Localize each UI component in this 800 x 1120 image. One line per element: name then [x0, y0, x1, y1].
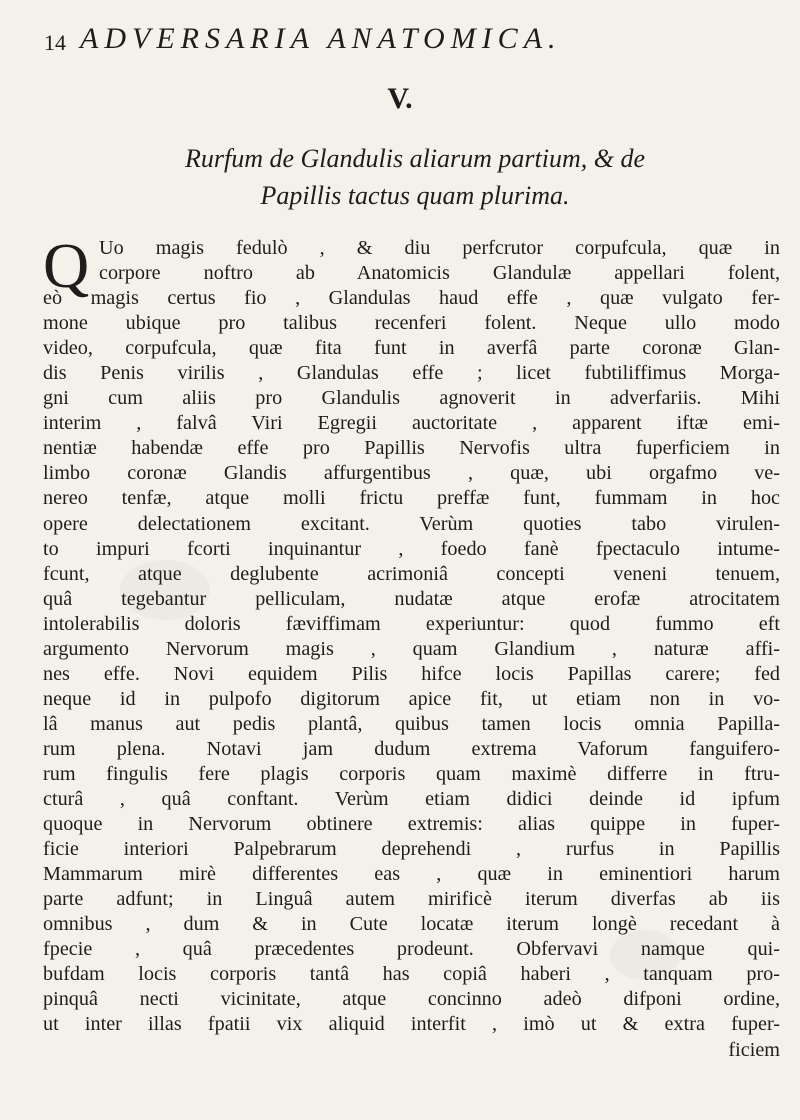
text-line: Mammarum mirè differentes eas , quæ in eminentiori harum: [43, 863, 780, 886]
catchword: ficiem: [728, 1038, 780, 1061]
text-line: parte adfunt; in Linguâ autem mirificè iterum diverfas ab iis: [43, 888, 780, 911]
text-line: to impuri fcorti inquinantur , foedo fanè fpectaculo intume-: [43, 537, 780, 560]
text-line: omnibus , dum & in Cute locatæ iterum longè recedant à: [43, 913, 780, 936]
text-line: quâ tegebantur pelliculam, nudatæ atque erofæ atrocitatem: [43, 587, 780, 610]
text-line: Uo magis fedulò , & diu perfcrutor corpufcula, quæ in: [99, 237, 780, 259]
section-number: V.: [387, 82, 413, 115]
text-line: mone ubique pro talibus recenferi folent. Neque ullo modo: [43, 312, 780, 335]
text-line: nentiæ habendæ effe pro Papillis Nervofis ultra fuperficiem in: [43, 437, 780, 460]
text-line: pinquâ necti vicinitate, atque concinno adeò difponi ordine,: [43, 988, 780, 1011]
text-line: intolerabilis doloris fæviffimam experiuntur: quod fummo eft: [43, 612, 780, 635]
text-line: interim , falvâ Viri Egregii auctoritate , apparent iftæ emi-: [43, 412, 780, 435]
text-line: dis Penis virilis , Glandulas effe ; licet fubtiliffimus Morga-: [43, 362, 780, 385]
text-line: video, corpufcula, quæ fita funt in averfâ parte coronæ Glan-: [43, 337, 780, 360]
text-line: nereo tenfæ, atque molli frictu preffæ funt, fummam in hoc: [43, 487, 780, 510]
page-number: 14: [44, 30, 66, 55]
text-line: quoque in Nervorum obtinere extremis: alias quippe in fuper-: [43, 813, 780, 836]
text-line: argumento Nervorum magis , quam Glandium , naturæ affi-: [43, 637, 780, 660]
text-line: opere delectationem excitant. Verùm quoties tabo virulen-: [43, 512, 780, 535]
text-line: neque id in pulpofo digitorum apice fit, ut etiam non in vo-: [43, 687, 780, 710]
drop-cap: Q: [43, 230, 90, 301]
text-line: nes effe. Novi equidem Pilis hifce locis Papillas carere; fed: [43, 662, 780, 685]
text-line: eò magis certus fio , Glandulas haud effe , quæ vulgato fer-: [43, 287, 780, 310]
body-text: [43, 230, 780, 1063]
text-line: fcunt, atque deglubente acrimoniâ concepti veneni tenuem,: [43, 562, 780, 585]
text-line: limbo coronæ Glandis affurgentibus , quæ, ubi orgafmo ve-: [43, 462, 780, 485]
section-title-line-1: Rurfum de Glandulis aliarum partium, & de: [184, 144, 646, 173]
section-title-line-2: Papillis tactus quam plurima.: [260, 181, 570, 210]
text-line: rum fingulis fere plagis corporis quam maximè differre in ftru-: [43, 762, 780, 785]
text-line: lâ manus aut pedis plantâ, quibus tamen locis omnia Papilla-: [43, 712, 780, 735]
text-line: ut inter illas fpatii vix aliquid interfit , imò ut & extra fuper-: [43, 1013, 780, 1036]
text-line: fpecie , quâ præcedentes prodeunt. Obfervavi namque qui-: [43, 938, 780, 961]
text-line: rum plena. Notavi jam dudum extrema Vaforum fanguifero-: [43, 737, 780, 760]
text-line: gni cum aliis pro Glandulis agnoverit in adverfariis. Mihi: [43, 387, 780, 410]
text-line: corpore noftro ab Anatomicis Glandulæ appellari folent,: [99, 262, 780, 285]
text-line: ficie interiori Palpebrarum deprehendi , rurfus in Papillis: [43, 838, 780, 861]
text-line: cturâ , quâ conftant. Verùm etiam didici deinde id ipfum: [43, 788, 780, 811]
running-title: ADVERSARIA ANATOMICA.: [80, 22, 562, 55]
section-title: [70, 140, 760, 214]
running-head: [44, 22, 772, 62]
text-line: bufdam locis corporis tantâ has copiâ haberi , tanquam pro-: [43, 963, 780, 986]
